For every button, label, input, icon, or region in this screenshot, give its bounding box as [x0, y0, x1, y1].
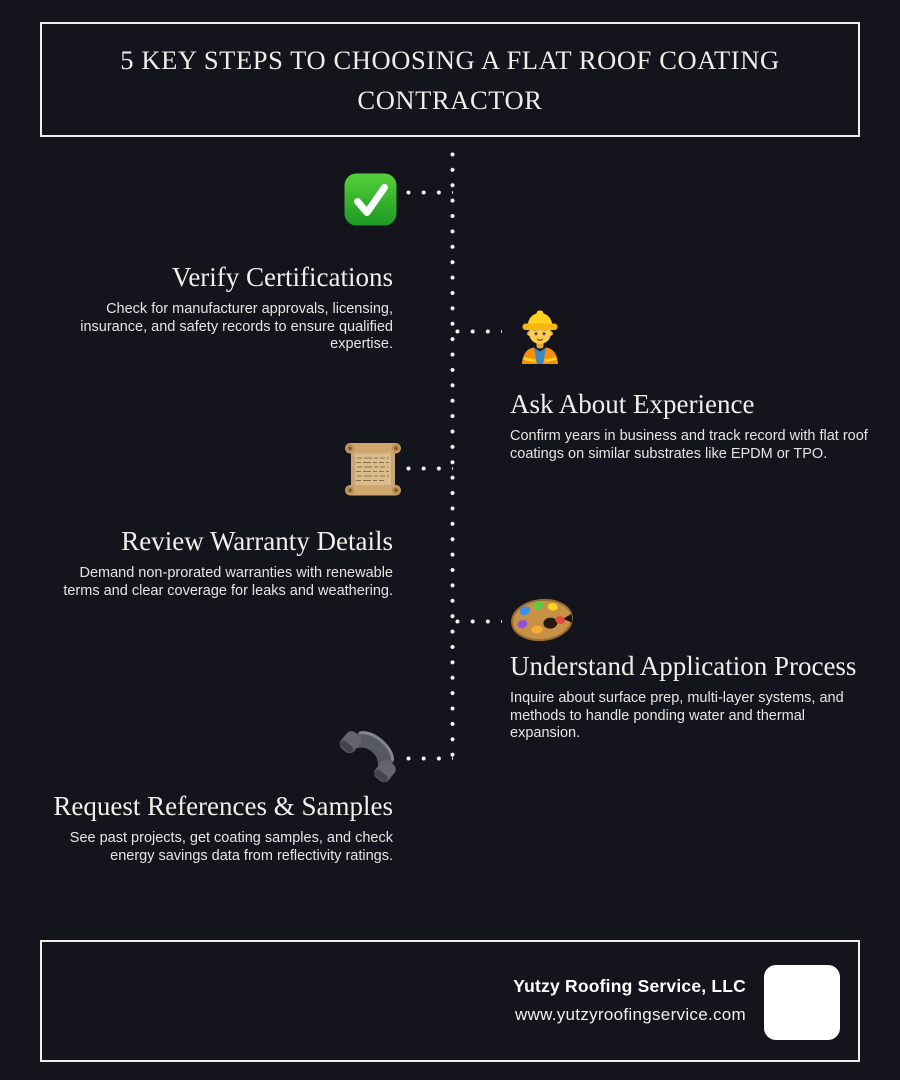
- step-description: Confirm years in business and track record with flat roof coatings on similar substrates like EPDM or TPO.: [510, 428, 868, 462]
- connector-dots-step-2: [455, 329, 502, 334]
- connector-dots-step-3: [406, 466, 453, 471]
- step-description: Inquire about surface prep, multi-layer systems, and methods to handle ponding water and thermal expansion.: [510, 690, 844, 741]
- step-review-warranty-details: [48, 523, 393, 600]
- step-heading: Ask About Experience: [510, 389, 755, 419]
- step-heading: Understand Application Process: [510, 651, 857, 681]
- step-heading: Review Warranty Details: [121, 526, 393, 556]
- check-mark-icon: [344, 173, 397, 226]
- connector-dots-step-1: [406, 190, 453, 195]
- step-heading: Verify Certifications: [171, 262, 393, 292]
- logo-placeholder: [764, 965, 840, 1040]
- scroll-icon: [342, 441, 404, 499]
- footer-box: [40, 940, 860, 1062]
- title-box: [40, 22, 860, 137]
- page-title: 5 KEY STEPS TO CHOOSING A FLAT ROOF COATING CONTRACTOR: [120, 44, 780, 115]
- step-description: See past projects, get coating samples, and check energy savings data from reflectivity ratings.: [69, 830, 393, 864]
- step-description: Demand non-prorated warranties with renewable terms and clear coverage for leaks and weathering.: [63, 565, 393, 599]
- palette-icon: [509, 595, 575, 645]
- connector-dots-step-4: [455, 619, 502, 624]
- step-request-references-samples: [33, 788, 393, 865]
- step-heading: Request References & Samples: [53, 791, 393, 821]
- telephone-receiver-icon: [337, 722, 403, 786]
- company-name: Yutzy Roofing Service, LLC: [513, 976, 746, 996]
- construction-worker-icon: [520, 306, 560, 364]
- step-verify-certifications: [43, 259, 393, 354]
- step-understand-application-process: [510, 648, 860, 743]
- timeline-dotted-line: [450, 147, 455, 763]
- connector-dots-step-5: [406, 756, 453, 761]
- footer-text: [513, 974, 746, 1026]
- step-ask-about-experience: [510, 386, 875, 463]
- step-description: Check for manufacturer approvals, licensing, insurance, and safety records to ensure qualified expertise.: [80, 301, 393, 352]
- website-url: www.yutzyroofingservice.com: [514, 1005, 746, 1024]
